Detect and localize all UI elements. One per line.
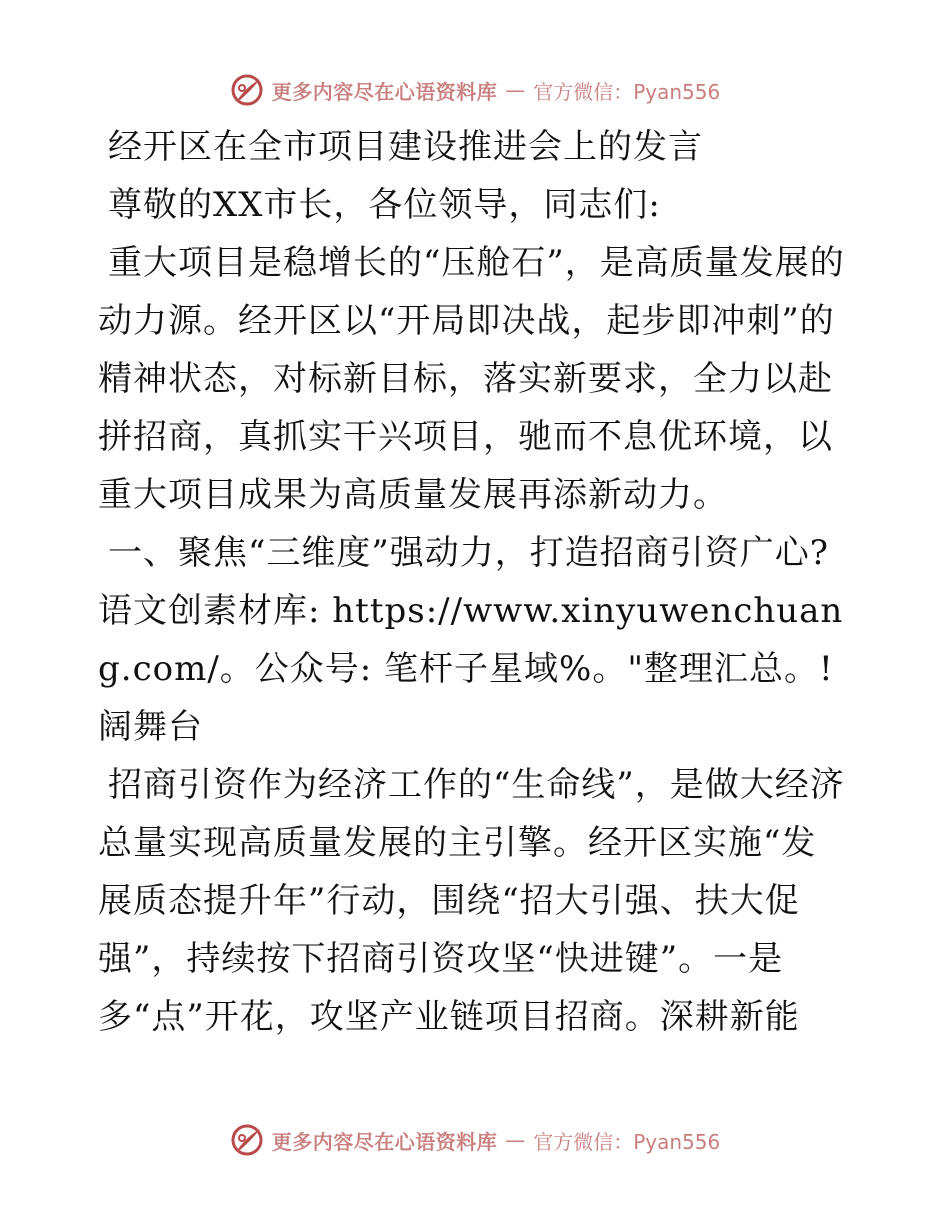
watermark-text: 更多内容尽在心语资料库 — [271, 79, 498, 104]
paragraph-2: 一、聚焦“三维度”强动力，打造招商引资广心?语文创素材库: https://www.xinyuwenchuang.com/。公众号: 笔杆子星域%。"整理汇总。! 阔舞台 — [98, 533, 844, 747]
watermark-subtext: 官方微信：Pyan556 — [533, 1129, 721, 1154]
header-watermark — [0, 72, 950, 108]
watermark-subtext: 官方微信：Pyan556 — [533, 79, 721, 104]
watermark-text: 更多内容尽在心语资料库 — [271, 1129, 498, 1154]
watermark-dash: — — [505, 1128, 526, 1152]
paragraph-1: 重大项目是稳增长的“压舱石”，是高质量发展的动力源。经开区以“开局即决战，起步即冲刺”的精神状态，对标新目标，落实新要求，全力以赴拼招商，真抓实干兴项目，驰而不息优环境，以重大项目成果为高质量发展再添新动力。 — [98, 243, 845, 515]
document-title: 经开区在全市项目建设推进会上的发言 — [108, 127, 703, 167]
quill-logo-icon — [230, 73, 264, 107]
footer-watermark — [0, 1122, 950, 1158]
greeting: 尊敬的XX市长，各位领导，同志们: — [108, 185, 661, 225]
watermark-dash: — — [505, 78, 526, 102]
document-body — [98, 118, 850, 1046]
paragraph-3: 招商引资作为经济工作的“生命线”，是做大经济总量实现高质量发展的主引擎。经开区实施“发展质态提升年”行动，围绕“招大引强、扶大促强”，持续按下招商引资攻坚“快进键”。一是多“点”开花，攻坚产业链项目招商。深耕新能 — [98, 765, 845, 1037]
quill-logo-icon — [230, 1123, 264, 1157]
